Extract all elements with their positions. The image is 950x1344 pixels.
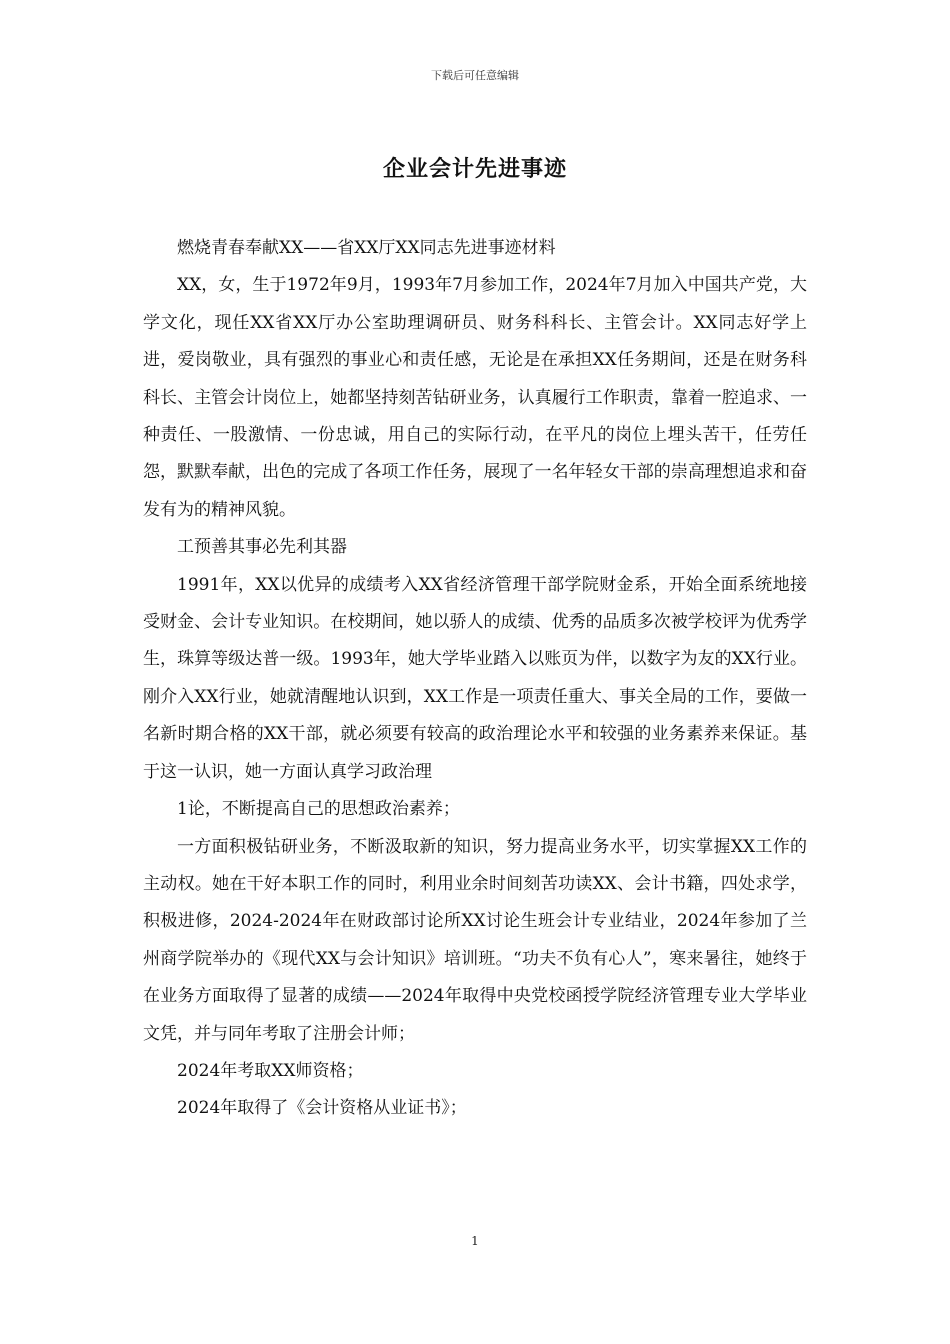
paragraph-education: 1991年，XX以优异的成绩考入XX省经济管理干部学院财金系，开始全面系统地接受财金、会计专业知识。在校期间，她以骄人的成绩、优秀的品质多次被学校评为优秀学生，珠算等级达普一级。1993年，她大学毕业踏入以账页为伴，以数字为友的XX行业。刚介入XX行业，她就清醒地认识到，XX工作是一项责任重大、事关全局的工作，要做一名新时期合格的XX干部，就必须要有较高的政治理论水平和较强的业务素养来保证。基于这一认识，她一方面认真学习政治理 [143, 574, 807, 782]
paragraph-theory: 1论，不断提高自己的思想政治素养； [177, 799, 460, 820]
paragraph-study: 一方面积极钻研业务，不断汲取新的知识，努力提高业务水平，切实掌握XX工作的主动权。她在干好本职工作的同时，利用业余时间刻苦功读XX、会计书籍，四处求学，积极进修，2024-2024年在财政部讨论所XX讨论生班会计专业结业，2024年参加了兰州商学院举办的《现代XX与会计知识》培训班。“功夫不负有心人”，寒来暑往，她终于在业务方面取得了显著的成绩——2024年取得中央党校函授学院经济管理专业大学毕业文凭，并与同年考取了注册会计师； [143, 836, 807, 1044]
paragraph-qualification: 2024年考取XX师资格； [177, 1060, 364, 1081]
document-body [143, 230, 807, 1128]
document-title: 企业会计先进事迹 [382, 157, 567, 182]
paragraph-certificate: 2024年取得了《会计资格从业证书》； [177, 1098, 467, 1119]
paragraph-subtitle: 燃烧青春奉献XX——省XX厅XX同志先进事迹材料 [177, 238, 556, 258]
page-number: 1 [471, 1234, 479, 1248]
page-header: 下载后可任意编辑 [431, 69, 519, 82]
paragraph-section-heading: 工预善其事必先利其器 [177, 537, 347, 558]
paragraph-intro: XX，女，生于1972年9月，1993年7月参加工作，2024年7月加入中国共产党，大学文化，现任XX省XX厅办公室助理调研员、财务科科长、主管会计。XX同志好学上进，爱岗敬业，具有强烈的事业心和责任感，无论是在承担XX任务期间，还是在财务科科长、主管会计岗位上，她都坚持刻苦钻研业务，认真履行工作职责，靠着一腔追求、一种责任、一股激情、一份忠诚，用自己的实际行动，在平凡的岗位上埋头苦干，任劳任怨，默默奉献，出色的完成了各项工作任务，展现了一名年轻女干部的崇高理想追求和奋发有为的精神风貌。 [143, 275, 807, 520]
